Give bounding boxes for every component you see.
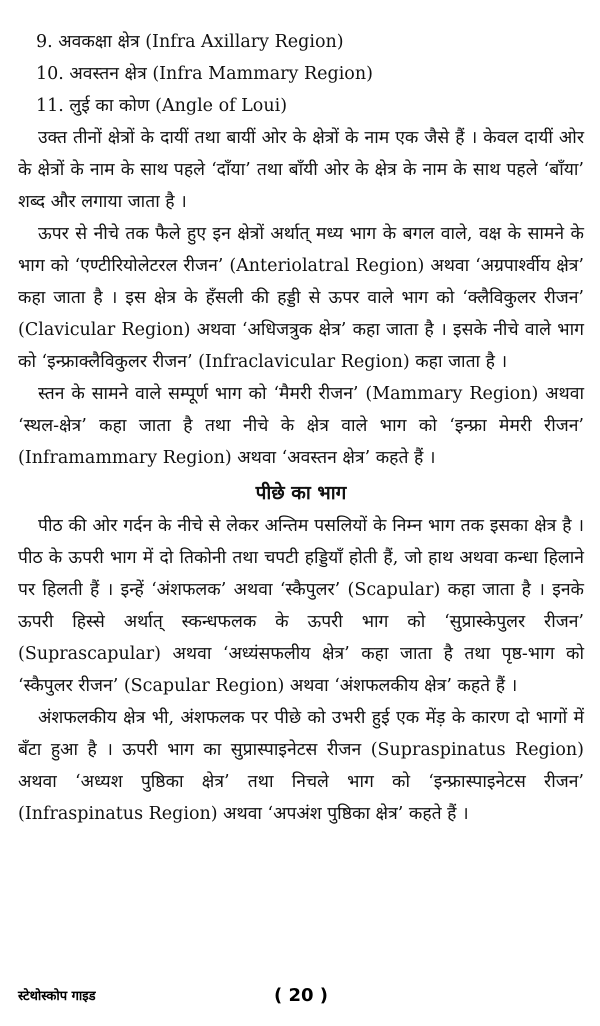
paragraph: उक्त तीनों क्षेत्रों के दायीं तथा बायीं ओर के क्षेत्रों के नाम एक जैसे हैं । केवल दायीं ओर के क्षेत्रों के नाम के साथ पहले ‘दाँया’ तथा बाँयी ओर के क्षेत्र के नाम के साथ पहले ‘बाँया’ शब्द और लगाया जाता है ।: [18, 128, 584, 212]
footer-book-title: स्टेथोस्कोप गाइड: [18, 989, 96, 1004]
paragraph: ऊपर से नीचे तक फैले हुए इन क्षेत्रों अर्थात् मध्य भाग के बगल वाले, वक्ष के सामने के भाग को ‘एण्टीरियोलेटरल रीजन’ (Anteriolatral Region) अथवा ‘अग्रपार्श्वीय क्षेत्र’ कहा जाता है । इस क्षेत्र के हँसली की हड्डी से ऊपर वाले भाग को ‘क्लैविकुलर रीजन’ (Clavicular Region) अथवा ‘अधिजत्रुक क्षेत्र’ कहा जाता है । इसके नीचे वाले भाग को ‘इन्फ्राक्लैविकुलर रीजन’ (Infraclavicular Region) कहा जाता है ।: [18, 224, 584, 372]
list-item: 10. अवस्तन क्षेत्र (Infra Mammary Region): [36, 64, 373, 84]
paragraph: अंशफलकीय क्षेत्र भी, अंशफलक पर पीछे को उभरी हुई एक मेंड़ के कारण दो भागों में बँटा हुआ है । ऊपरी भाग का सुप्रास्पाइनेटस रीजन (Supraspinatus Region) अथवा ‘अध्यश पुष्ठिका क्षेत्र’ तथा निचले भाग को ‘इन्फ्रास्पाइनेटस रीजन’ (Infraspinatus Region) अथवा ‘अपअंश पुष्ठिका क्षेत्र’ कहते हैं ।: [18, 708, 584, 824]
page-number: ( 20 ): [273, 985, 329, 1006]
list-item: 11. लुई का कोण (Angle of Loui): [36, 96, 288, 116]
paragraph: स्तन के सामने वाले सम्पूर्ण भाग को ‘मैमरी रीजन’ (Mammary Region) अथवा ‘स्थल-क्षेत्र’ कहा जाता है तथा नीचे के क्षेत्र वाले भाग को ‘इन्फ्रा मेमरी रीजन’ (Inframammary Region) अथवा ‘अवस्तन क्षेत्र’ कहते हैं ।: [18, 384, 584, 468]
section-heading: पीछे का भाग: [255, 482, 347, 504]
page-footer: [18, 982, 584, 1012]
region-list: [18, 26, 584, 122]
list-item: 9. अवकक्षा क्षेत्र (Infra Axillary Region): [36, 32, 344, 52]
paragraph: पीठ की ओर गर्दन के नीचे से लेकर अन्तिम पसलियों के निम्न भाग तक इसका क्षेत्र है । पीठ के ऊपरी भाग में दो तिकोनी तथा चपटी हड्डियाँ होती हैं, जो हाथ अथवा कन्धा हिलाने पर हिलती हैं । इन्हें ‘अंशफलक’ अथवा ‘स्कैपुलर’ (Scapular) कहा जाता है । इनके ऊपरी हिस्से अर्थात् स्कन्धफलक के ऊपरी भाग को ‘सुप्रास्केपुलर रीजन’ (Suprascapular) अथवा ‘अध्यंसफलीय क्षेत्र’ कहा जाता है तथा पृष्ठ-भाग को ‘स्कैपुलर रीजन’ (Scapular Region) अथवा ‘अंशफलकीय क्षेत्र’ कहते हैं ।: [18, 516, 584, 696]
